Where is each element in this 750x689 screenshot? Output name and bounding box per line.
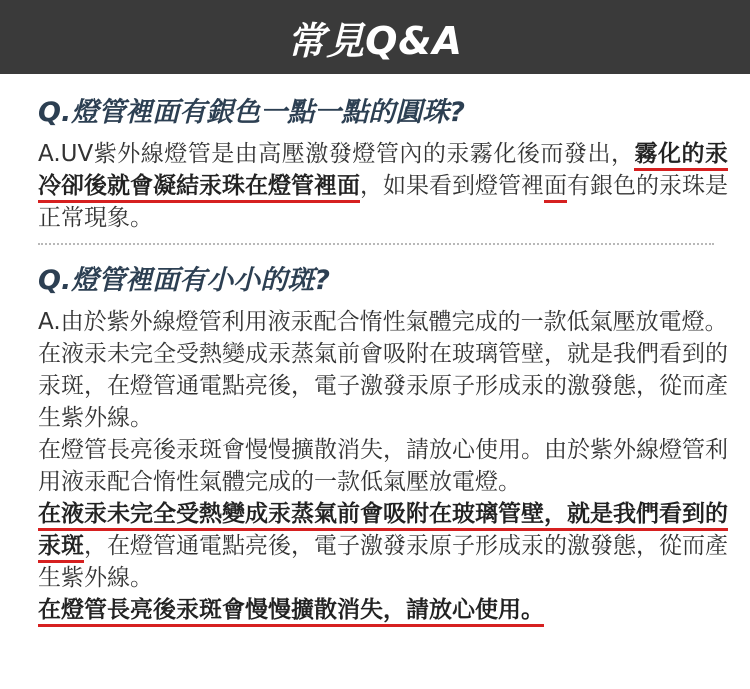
- faq-answer-2-paragraph-1: A.由於紫外線燈管利用液汞配合惰性氣體完成的一款低氣壓放電燈。: [38, 309, 728, 335]
- header-bar: [0, 0, 750, 74]
- faq-answer-1-text-middle: ，如果看到燈管裡: [360, 173, 544, 199]
- faq-question-1: Q.燈管裡面有銀色一點一點的圓珠?: [38, 97, 465, 128]
- faq-answer-2-highlight-2: 在燈管長亮後汞斑會慢慢擴散消失，請放心使用。: [38, 597, 544, 627]
- faq-answer-1-underlined: 面: [544, 173, 567, 203]
- faq-answer-2-paragraph-3: 在燈管長亮後汞斑會慢慢擴散消失，請放心使用。由於紫外線燈管利用液汞配合惰性氣體完成的一款低氣壓放電燈。: [38, 437, 728, 495]
- page-title: 常見Q&A: [287, 18, 463, 63]
- faq-answer-2: [38, 306, 728, 626]
- faq-answer-1-highlight: 霧化的汞冷卻後就會凝結汞珠在燈管裡面: [38, 141, 728, 203]
- faq-answer-2-paragraph-2: 在液汞未完全受熱變成汞蒸氣前會吸附在玻璃管壁，就是我們看到的汞斑，在燈管通電點亮後，電子激發汞原子形成汞的激發態，從而產生紫外線。: [38, 341, 728, 431]
- faq-answer-1: [38, 138, 728, 234]
- section-divider: [38, 243, 714, 245]
- faq-answer-2-paragraph-4: [38, 498, 728, 594]
- faq-question-2: Q.燈管裡面有小小的斑?: [38, 265, 330, 296]
- faq-answer-2-paragraph-5: [38, 594, 728, 626]
- faq-answer-1-text-end: 有銀色的汞珠是正常現象。: [38, 173, 728, 231]
- faq-answer-2-paragraph-4-text: ，在燈管通電點亮後，電子激發汞原子形成汞的激發態，從而產生紫外線。: [38, 533, 728, 591]
- faq-answer-1-text: A.UV紫外線燈管是由高壓激發燈管內的汞霧化後而發出，: [38, 141, 635, 167]
- faq-answer-1-paragraph: [38, 138, 728, 234]
- faq-answer-2-highlight-1: 在液汞未完全受熱變成汞蒸氣前會吸附在玻璃管壁，就是我們看到的汞斑: [38, 501, 728, 563]
